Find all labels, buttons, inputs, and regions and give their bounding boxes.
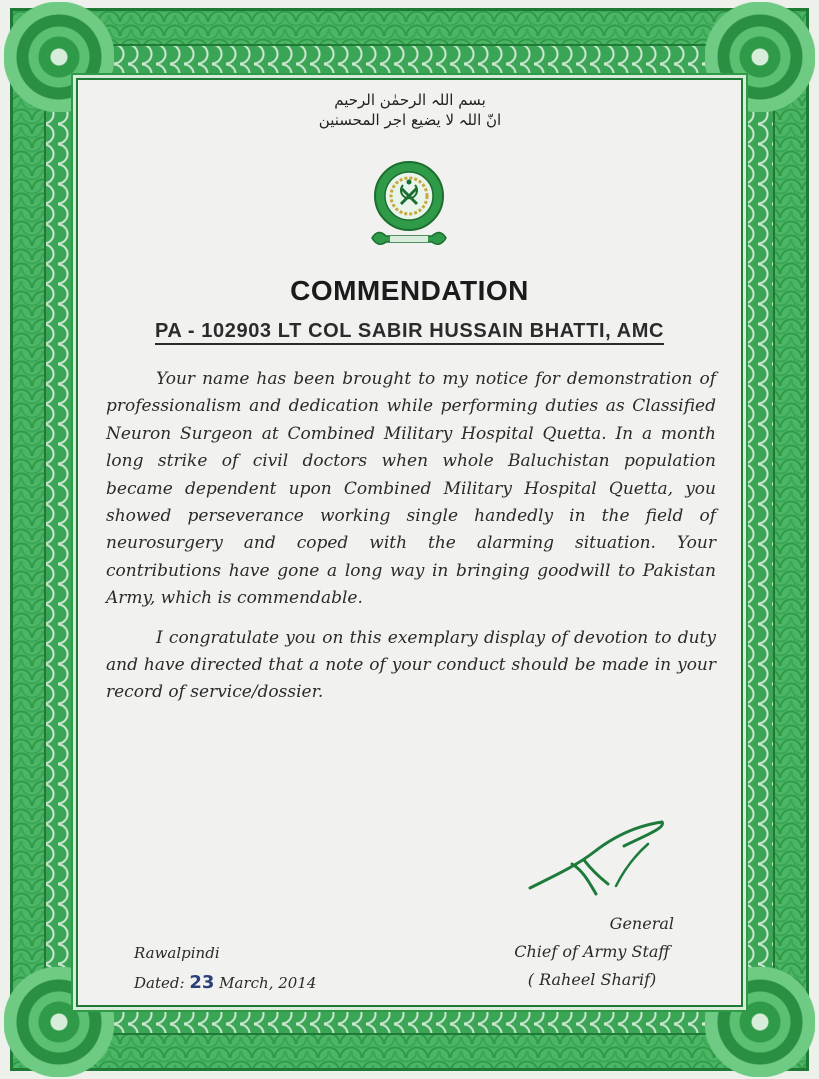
bismillah-line-2: انّ اللہ لا یضیع اجر المحسنین — [318, 111, 502, 129]
date-rest: March, 2014 — [219, 974, 317, 992]
recipient-line — [0, 320, 819, 343]
body-paragraph-2: I congratulate you on this exemplary display of devotion to duty and have directed that a note of your conduct should be made in your record of service/dossier. — [106, 627, 716, 703]
signatory-name: ( Raheel Sharif) — [527, 970, 657, 989]
place-and-date — [134, 938, 394, 998]
body-paragraph-1: Your name has been brought to my notice for demonstration of professionalism and dedication while performing duties as Classified Neuron Surgeon at Combined Military Hospital Quetta. In a month long strike of civil doctors when whole Baluchistan population became dependent upon Combined Military Hospital Quetta, you showed perseverance working single handedly in the field of neurosurgery and coped with the alarming situation. Your contributions have gone a long way in bringing goodwill to Pakistan Army, which is commendable. — [106, 369, 716, 609]
bismillah-header — [300, 90, 520, 130]
bismillah-line-1: بسم اللہ الرحمٰن الرحیم — [334, 91, 486, 109]
commendation-body — [106, 366, 716, 719]
chief-of-army-staff-emblem-icon — [366, 158, 452, 258]
date-day: 23 — [189, 972, 215, 993]
signatory-designation: Chief of Army Staff — [514, 942, 670, 961]
signatory-rank: General — [609, 914, 674, 933]
handwritten-signature — [524, 816, 674, 906]
place: Rawalpindi — [134, 944, 220, 962]
date-line — [134, 968, 394, 998]
certificate-title: COMMENDATION — [290, 275, 529, 306]
date-prefix: Dated: — [134, 974, 185, 992]
recipient-name: PA - 102903 LT COL SABIR HUSSAIN BHATTI, AMC — [155, 320, 664, 345]
signatory-block — [492, 910, 692, 994]
